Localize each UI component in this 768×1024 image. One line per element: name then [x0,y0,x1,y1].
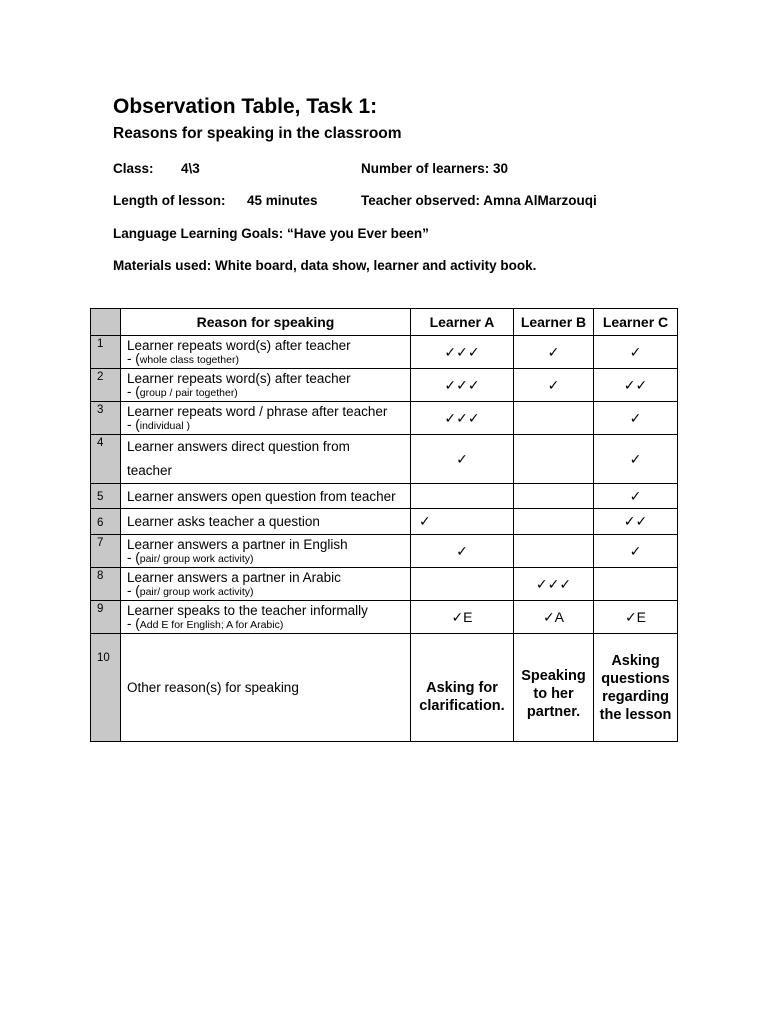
reason-text: Learner speaks to the teacher informally [127,603,368,618]
learner-a-cell [411,484,514,509]
reason-note: - (Add E for English; A for Arabic) [127,616,284,631]
learner-a-cell: ✓ [411,535,514,568]
learner-a-other: Asking for clarification. [411,634,514,742]
row-number: 4 [91,435,121,484]
lesson-length-label: Length of lesson: [113,193,226,208]
row-reason [121,435,411,484]
reason-text: Learner repeats word / phrase after teacher [127,404,388,419]
learner-b-other: Speaking to her partner. [514,634,594,742]
learner-a-cell: ✓✓✓ [411,369,514,402]
table-row [91,509,678,535]
table-row [91,336,678,369]
learner-a-cell: ✓ [411,435,514,484]
row-number: 3 [91,402,121,435]
language-goals: Language Learning Goals: “Have you Ever been” [113,226,429,241]
teacher-observed: Teacher observed: Amna AlMarzouqi [361,193,597,208]
learner-c-cell: ✓ [594,402,678,435]
learner-b-cell [514,535,594,568]
reason-text: Learner answers direct question from [127,439,350,454]
learner-a-cell: ✓ [411,509,514,535]
row-reason [121,336,411,369]
reason-text: Learner repeats word(s) after teacher [127,371,351,386]
reason-text-continued: teacher [127,463,173,478]
row-reason [121,509,411,535]
learner-b-cell [514,402,594,435]
reason-text: Learner answers a partner in Arabic [127,570,341,585]
table-row [91,484,678,509]
row-reason [121,369,411,402]
table-row [91,568,678,601]
learner-a-cell: ✓✓✓ [411,336,514,369]
learner-b-cell [514,509,594,535]
reason-text: Other reason(s) for speaking [127,680,299,695]
row-number: 10 [91,634,121,742]
row-number: 5 [91,484,121,509]
row-number: 8 [91,568,121,601]
lesson-length-value: 45 minutes [247,193,318,208]
learner-b-cell: ✓ [514,336,594,369]
learner-b-cell: ✓A [514,601,594,634]
row-reason [121,601,411,634]
table-row [91,601,678,634]
reason-text: Learner answers open question from teacher [127,488,396,504]
reason-note: - (group / pair together) [127,384,238,399]
page-subtitle: Reasons for speaking in the classroom [113,125,402,142]
row-number: 9 [91,601,121,634]
header-num [91,309,121,336]
learners-count: Number of learners: 30 [361,161,509,176]
row-reason [121,484,411,509]
learner-c-cell: ✓ [594,435,678,484]
learner-b-cell [514,435,594,484]
class-label: Class: [113,161,154,176]
learner-c-cell: ✓✓ [594,509,678,535]
reason-text: Learner repeats word(s) after teacher [127,338,351,353]
header-learner-b: Learner B [514,309,594,336]
learner-b-cell: ✓ [514,369,594,402]
row-number: 6 [91,509,121,535]
learner-c-other: Asking questions regarding the lesson [594,634,678,742]
learner-a-cell: ✓E [411,601,514,634]
row-reason [121,535,411,568]
table-row [91,435,678,484]
observation-table [90,308,678,742]
header-reason: Reason for speaking [121,309,411,336]
row-number: 2 [91,369,121,402]
learner-c-cell: ✓E [594,601,678,634]
row-reason [121,568,411,601]
learner-c-cell: ✓✓ [594,369,678,402]
page-title: Observation Table, Task 1: [113,95,378,118]
row-number: 1 [91,336,121,369]
learner-c-cell: ✓ [594,336,678,369]
class-value: 4\3 [181,161,200,176]
header-learner-a: Learner A [411,309,514,336]
learner-c-cell [594,568,678,601]
learner-b-cell [514,484,594,509]
reason-text: Learner asks teacher a question [127,514,320,529]
reason-note: - (pair/ group work activity) [127,583,254,598]
row-reason [121,402,411,435]
reason-text: Learner answers a partner in English [127,537,348,552]
reason-note: - (whole class together) [127,351,239,366]
table-row [91,634,678,742]
learner-c-cell: ✓ [594,484,678,509]
materials-used: Materials used: White board, data show, learner and activity book. [113,258,537,273]
learner-a-cell [411,568,514,601]
table-row [91,402,678,435]
reason-note: - (individual ) [127,417,190,432]
table-row [91,369,678,402]
table-row [91,535,678,568]
learner-c-cell: ✓ [594,535,678,568]
table-header-row [91,309,678,336]
row-number: 7 [91,535,121,568]
header-learner-c: Learner C [594,309,678,336]
row-reason [121,634,411,742]
reason-note: - (pair/ group work activity) [127,550,254,565]
learner-b-cell: ✓✓✓ [514,568,594,601]
learner-a-cell: ✓✓✓ [411,402,514,435]
